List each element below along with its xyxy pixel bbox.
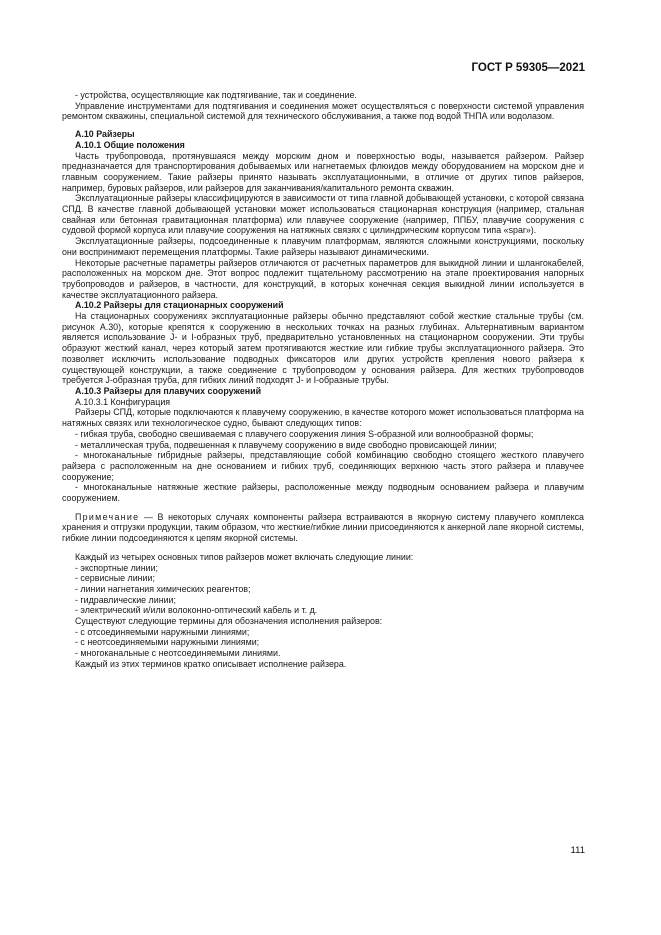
section-heading: А.10.2 Райзеры для стационарных сооружений — [75, 300, 284, 311]
section-heading: А.10 Райзеры — [75, 129, 135, 140]
list-item: - гибкая труба, свободно свешиваемая с плавучего сооружения линия S-образной или волнообразной формы; — [75, 428, 534, 439]
page-number: 111 — [570, 845, 585, 856]
list-item: - электрический и/или волоконно-оптический кабель и т. д. — [75, 605, 318, 616]
note-text: — В некоторых случаях компоненты райзера встраиваются в якорную систему плавучего комплекса хранения и отгрузки продукции, таким образом, что жесткие/гибкие линии присоединяются к анкерной лапе якорной системы, гибкие линии подсоединяются к цепям якорной системы. — [62, 511, 584, 544]
list-item: - многоканальные гибридные райзеры, представляющие собой комбинацию свободно стоящего жесткого плавучего райзера с расположенным на дне основанием и гибких труб, соединяющих верхнюю часть этого райзера и плавучее сооружение; — [62, 450, 584, 482]
list-item: - устройства, осуществляющие как подтягивание, так и соединение. — [75, 90, 357, 100]
section-heading: А.10.1 Общие положения — [75, 139, 185, 150]
paragraph: На стационарных сооружениях эксплуатационные райзеры обычно представляют собой жесткие стальные трубы (см. рисунок А.30), которые крепятся к сооружению в нескольких точках на разных глубинах. Альтернативным вариантом является использование J- и I-образных труб, предварительно установленных на стационарном сооружении. Эти трубы образуют жесткий канал, через который затем протягиваются жесткие или гибкие трубы эксплуатационного райзера. Это позволяет исключить использование подводных фиксаторов или других устройств крепления нового райзера к существующей конструкции, а также соединение с трубопроводом у основания райзера. Для жестких трубопроводов требуется J-образная труба, для гибких линий подходят J- и I-образные трубы. — [62, 311, 584, 386]
paragraph: Управление инструментами для подтягивания и соединения может осуществляться с поверхности системой управления ремонтом скважины, специальной системой для технического обслуживания, а также под водой ТНПА или водолазом. — [62, 100, 584, 122]
note-label: Примечание — [75, 511, 140, 522]
paragraph: Каждый из четырех основных типов райзеров может включать следующие линии: — [75, 551, 414, 562]
paragraph: Каждый из этих терминов кратко описывает исполнение райзера. — [75, 658, 347, 669]
paragraph: Часть трубопровода, протянувшаяся между морским дном и поверхностью воды, называется райзером. Райзер предназначается для транспортирования добываемых или нагнетаемых флюидов между оборудованием на морском дне и главным сооружением. Такие райзеры принято называть эксплуатационными, в отличие от других типов райзеров, например, буровых райзеров, или райзеров для заканчивания/капитального ремонта скважин. — [62, 150, 584, 193]
list-item: - экспортные линии; — [75, 562, 159, 573]
list-item: - сервисные линии; — [75, 573, 155, 584]
list-item: - линии нагнетания химических реагентов; — [75, 583, 251, 594]
note-paragraph — [62, 512, 584, 544]
document-id: ГОСТ Р 59305—2021 — [471, 62, 585, 74]
list-item: - металлическая труба, подвешенная к плавучему сооружению в виде свободно провисающей линии; — [75, 439, 497, 450]
document-body — [62, 90, 584, 670]
paragraph: Райзеры СПД, которые подключаются к плавучему сооружению, в качестве которого может использоваться платформа на натяжных связях или технологическое судно, бывают следующих типов: — [62, 407, 584, 429]
list-item: - гидравлические линии; — [75, 594, 176, 605]
list-item: - с отсоединяемыми наружными линиями; — [75, 626, 250, 637]
paragraph: Существуют следующие термины для обозначения исполнения райзеров: — [75, 616, 383, 627]
paragraph: Эксплуатационные райзеры классифицируются в зависимости от типа главной добывающей установки, с которой связана СПД. В качестве главной добывающей установки может использоваться стационарная конструкция (например, стальная свайная или бетонная гравитационная платформа) или плавучее сооружение (например, ППБУ, плавучие сооружения с судовой формой корпуса или плавучие сооружения на натяжных связях с цилиндрическим корпусом типа «spar»). — [62, 193, 584, 236]
list-item: - с неотсоединяемыми наружными линиями; — [75, 637, 260, 648]
paragraph: Некоторые расчетные параметры райзеров отличаются от расчетных параметров для выкидной линии и шлангокабелей, расположенных на морском дне. Этот вопрос подлежит тщательному рассмотрению на этапе проектирования напорных трубопроводов и райзеров, в частности, для конструкций, в которых конечная секция выкидной линии используется в качестве эксплуатационного райзера. — [62, 257, 584, 300]
list-item: - многоканальные натяжные жесткие райзеры, расположенные между подводным основанием райзера и плавучим сооружением. — [62, 482, 584, 504]
section-heading: А.10.3 Райзеры для плавучих сооружений — [75, 385, 262, 396]
paragraph: А.10.3.1 Конфигурация — [75, 396, 171, 407]
list-item: - многоканальные с неотсоединяемыми линиями. — [75, 648, 281, 659]
paragraph: Эксплуатационные райзеры, подсоединенные к плавучим платформам, являются сложными конструкциями, поскольку они воспринимают перемещения платформы. Такие райзеры называют динамическими. — [62, 236, 584, 257]
